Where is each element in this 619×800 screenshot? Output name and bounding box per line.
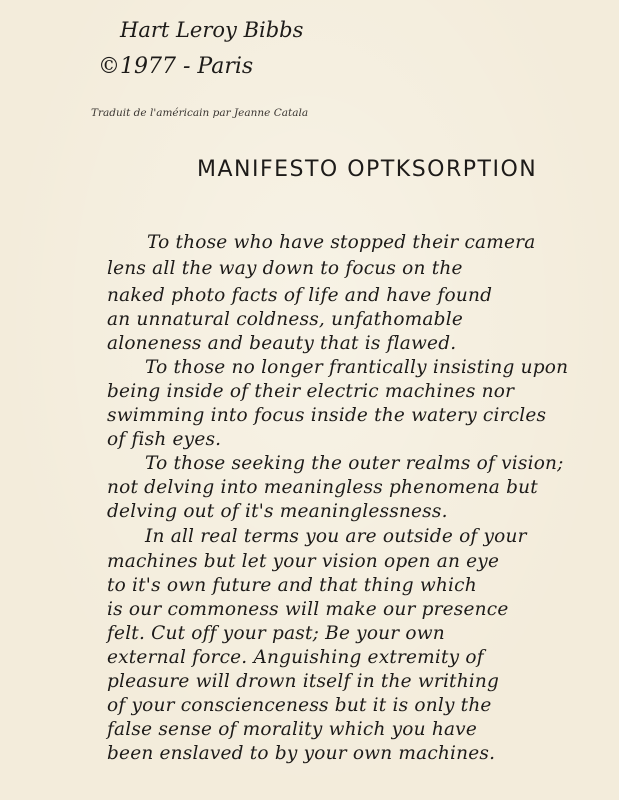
body-line: to it's own future and that thing which	[107, 575, 477, 596]
body-line: machines but let your vision open an eye	[107, 551, 500, 572]
copyright-line: ©1977 - Paris	[98, 54, 254, 79]
body-line: being inside of their electric machines nor	[107, 381, 515, 402]
body-line: been enslaved to by your own machines.	[107, 743, 496, 764]
body-line: To those no longer frantically insisting upon	[145, 357, 569, 378]
body-line: swimming into focus inside the watery circles	[107, 405, 547, 426]
body-line: of your conscienceness but it is only the	[107, 695, 492, 716]
body-line: aloneness and beauty that is flawed.	[107, 333, 457, 354]
body-line: lens all the way down to focus on the	[107, 258, 463, 279]
body-line: In all real terms you are outside of your	[145, 526, 527, 547]
author-signature: Hart Leroy Bibbs	[120, 18, 304, 42]
body-line: is our commoness will make our presence	[107, 599, 509, 620]
body-line: delving out of it's meaninglessness.	[107, 501, 448, 522]
translation-note: Traduit de l'américain par Jeanne Catala	[91, 107, 309, 119]
body-line: external force. Anguishing extremity of	[107, 647, 484, 668]
body-line: felt. Cut off your past; Be your own	[107, 623, 445, 644]
body-line: To those who have stopped their camera	[147, 232, 536, 253]
body-line: pleasure will drown itself in the writhing	[107, 671, 500, 692]
body-line: false sense of morality which you have	[107, 719, 477, 740]
page-title: MANIFESTO OPTKSORPTION	[197, 157, 538, 182]
body-line: of fish eyes.	[107, 429, 222, 450]
body-line: an unnatural coldness, unfathomable	[107, 309, 463, 330]
body-line: not delving into meaningless phenomena but	[107, 477, 538, 498]
body-line: To those seeking the outer realms of vision;	[145, 453, 564, 474]
body-line: naked photo facts of life and have found	[107, 285, 493, 306]
